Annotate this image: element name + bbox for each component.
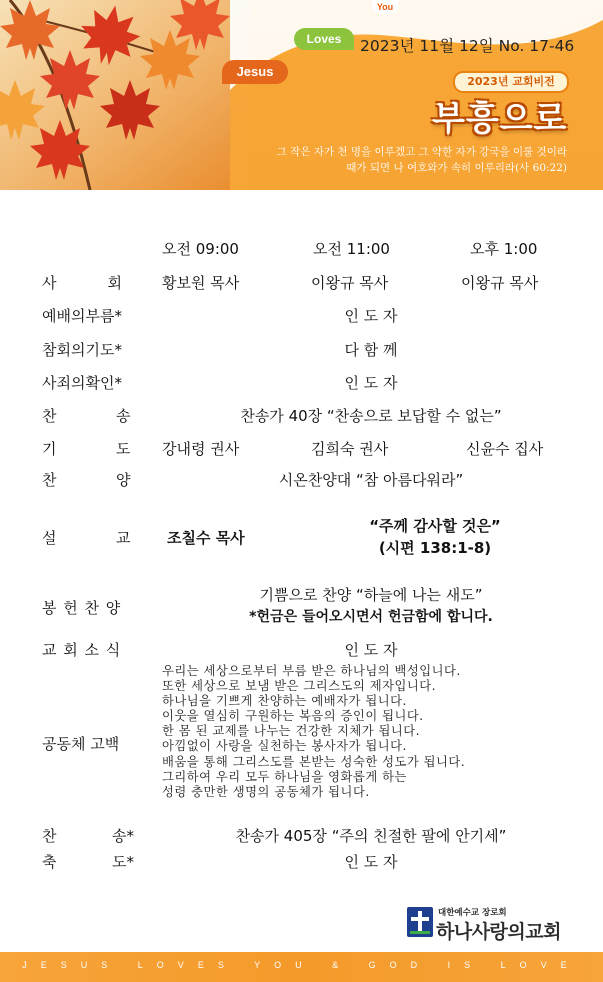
hymn-label-a: 찬 (42, 407, 57, 425)
closing-hymn-value: 찬송가 405장 “주의 친절한 팔에 안기세” (235, 827, 507, 845)
assurance-value: 인 도 자 (344, 374, 398, 392)
call-to-worship-value: 인 도 자 (344, 307, 398, 325)
community-confession (162, 664, 465, 800)
closing-hymn-label-b: 송* (112, 827, 134, 845)
call-to-worship-label: 예배의부름* (42, 307, 122, 325)
prayer-2: 김희숙 권사 (311, 440, 389, 458)
benediction-label-b: 도* (112, 853, 134, 871)
repentance-value: 다 함 께 (344, 341, 398, 359)
bulletin-date: 2023년 11월 12일 No. 17-46 (360, 37, 575, 55)
confession-line: 한 몸 된 교제를 나누는 건강한 지체가 됩니다. (162, 724, 421, 739)
cross-icon (407, 907, 433, 937)
vision-badge: 2023년 교회비전 (453, 71, 569, 93)
sermon-label-a: 설 (42, 529, 57, 547)
anthem-value: 시온찬양대 “참 아름다워라” (278, 471, 464, 489)
anthem-label-a: 찬 (42, 471, 57, 489)
confession-line: 우리는 세상으로부터 부름 받은 하나님의 백성입니다. (162, 664, 461, 678)
sermon-label-b: 교 (116, 529, 131, 547)
time-3: 오후 1:00 (470, 240, 538, 258)
confession-line: 이웃을 열심히 구원하는 복음의 증인이 됩니다. (162, 709, 424, 724)
preacher: 조칠수 목사 (167, 529, 245, 547)
header-banner (0, 0, 603, 190)
theme-title: 부흥으로 (432, 99, 568, 139)
presider-1: 황보원 목사 (162, 274, 240, 292)
church-news-value: 인 도 자 (344, 641, 398, 659)
offering-note: *헌금은 들어오시면서 헌금함에 합니다. (249, 609, 493, 625)
hymn-value: 찬송가 40장 “찬송으로 보답할 수 없는” (240, 407, 502, 425)
benediction-label-a: 축 (42, 853, 57, 871)
sermon-title: “주께 감사할 것은” (369, 517, 501, 535)
you-tag: You (372, 0, 398, 14)
prayer-1: 강내령 권사 (162, 440, 240, 458)
assurance-label: 사죄의확인* (42, 374, 122, 392)
hymn-label-b: 송 (116, 407, 131, 425)
offering-label: 봉 헌 찬 양 (42, 599, 122, 617)
benediction-value: 인 도 자 (344, 853, 398, 871)
theme-verse (277, 144, 567, 176)
repentance-label: 참회의기도* (42, 341, 122, 359)
sermon-scripture: (시편 138:1-8) (378, 539, 492, 557)
anthem-label-b: 양 (116, 471, 131, 489)
church-name: 하나사랑의교회 (436, 921, 561, 943)
prayer-label-b: 도 (116, 440, 131, 458)
prayer-3: 신윤수 집사 (466, 440, 544, 458)
presider-label: 사회 (42, 274, 173, 292)
confession-line: 하나님을 기쁘게 찬양하는 예배자가 됩니다. (162, 694, 407, 709)
closing-hymn-label-a: 찬 (42, 827, 57, 845)
jesus-tag: Jesus (222, 60, 288, 84)
confession-label: 공동체 고백 (42, 735, 120, 753)
denomination-text: 대한예수교 장로회 (438, 908, 507, 918)
verse-line-1: 그 작은 자가 천 명을 이루겠고 그 약한 자가 강국을 이룰 것이라 (276, 146, 567, 158)
time-1: 오전 09:00 (162, 240, 239, 258)
confession-line: 성령 충만한 생명의 공동체가 됩니다. (162, 784, 370, 799)
footer-bar (0, 952, 603, 982)
confession-line: 그리하여 우리 모두 하나님을 영화롭게 하는 (162, 769, 407, 784)
confession-line: 아낌없이 사랑을 실천하는 봉사자가 됩니다. (162, 739, 407, 754)
presider-2: 이왕규 목사 (311, 274, 389, 292)
prayer-label-a: 기 (42, 440, 57, 458)
loves-tag: Loves (294, 28, 354, 50)
church-news-label: 교 회 소 식 (42, 641, 122, 659)
verse-line-2: 때가 되면 나 여호와가 속히 이루리라(사 60:22) (346, 162, 567, 174)
time-2: 오전 11:00 (313, 240, 390, 258)
footer-motto: JESUS LOVES YOU & GOD IS LOVE (22, 960, 581, 970)
offering-value: 기쁨으로 찬양 “하늘에 나는 새도” (259, 586, 483, 604)
confession-line: 배움을 통해 그리스도를 본받는 성숙한 성도가 됩니다. (162, 754, 466, 769)
confession-line: 또한 세상으로 보냄 받은 그리스도의 제자입니다. (162, 679, 437, 694)
presider-3: 이왕규 목사 (461, 274, 539, 292)
